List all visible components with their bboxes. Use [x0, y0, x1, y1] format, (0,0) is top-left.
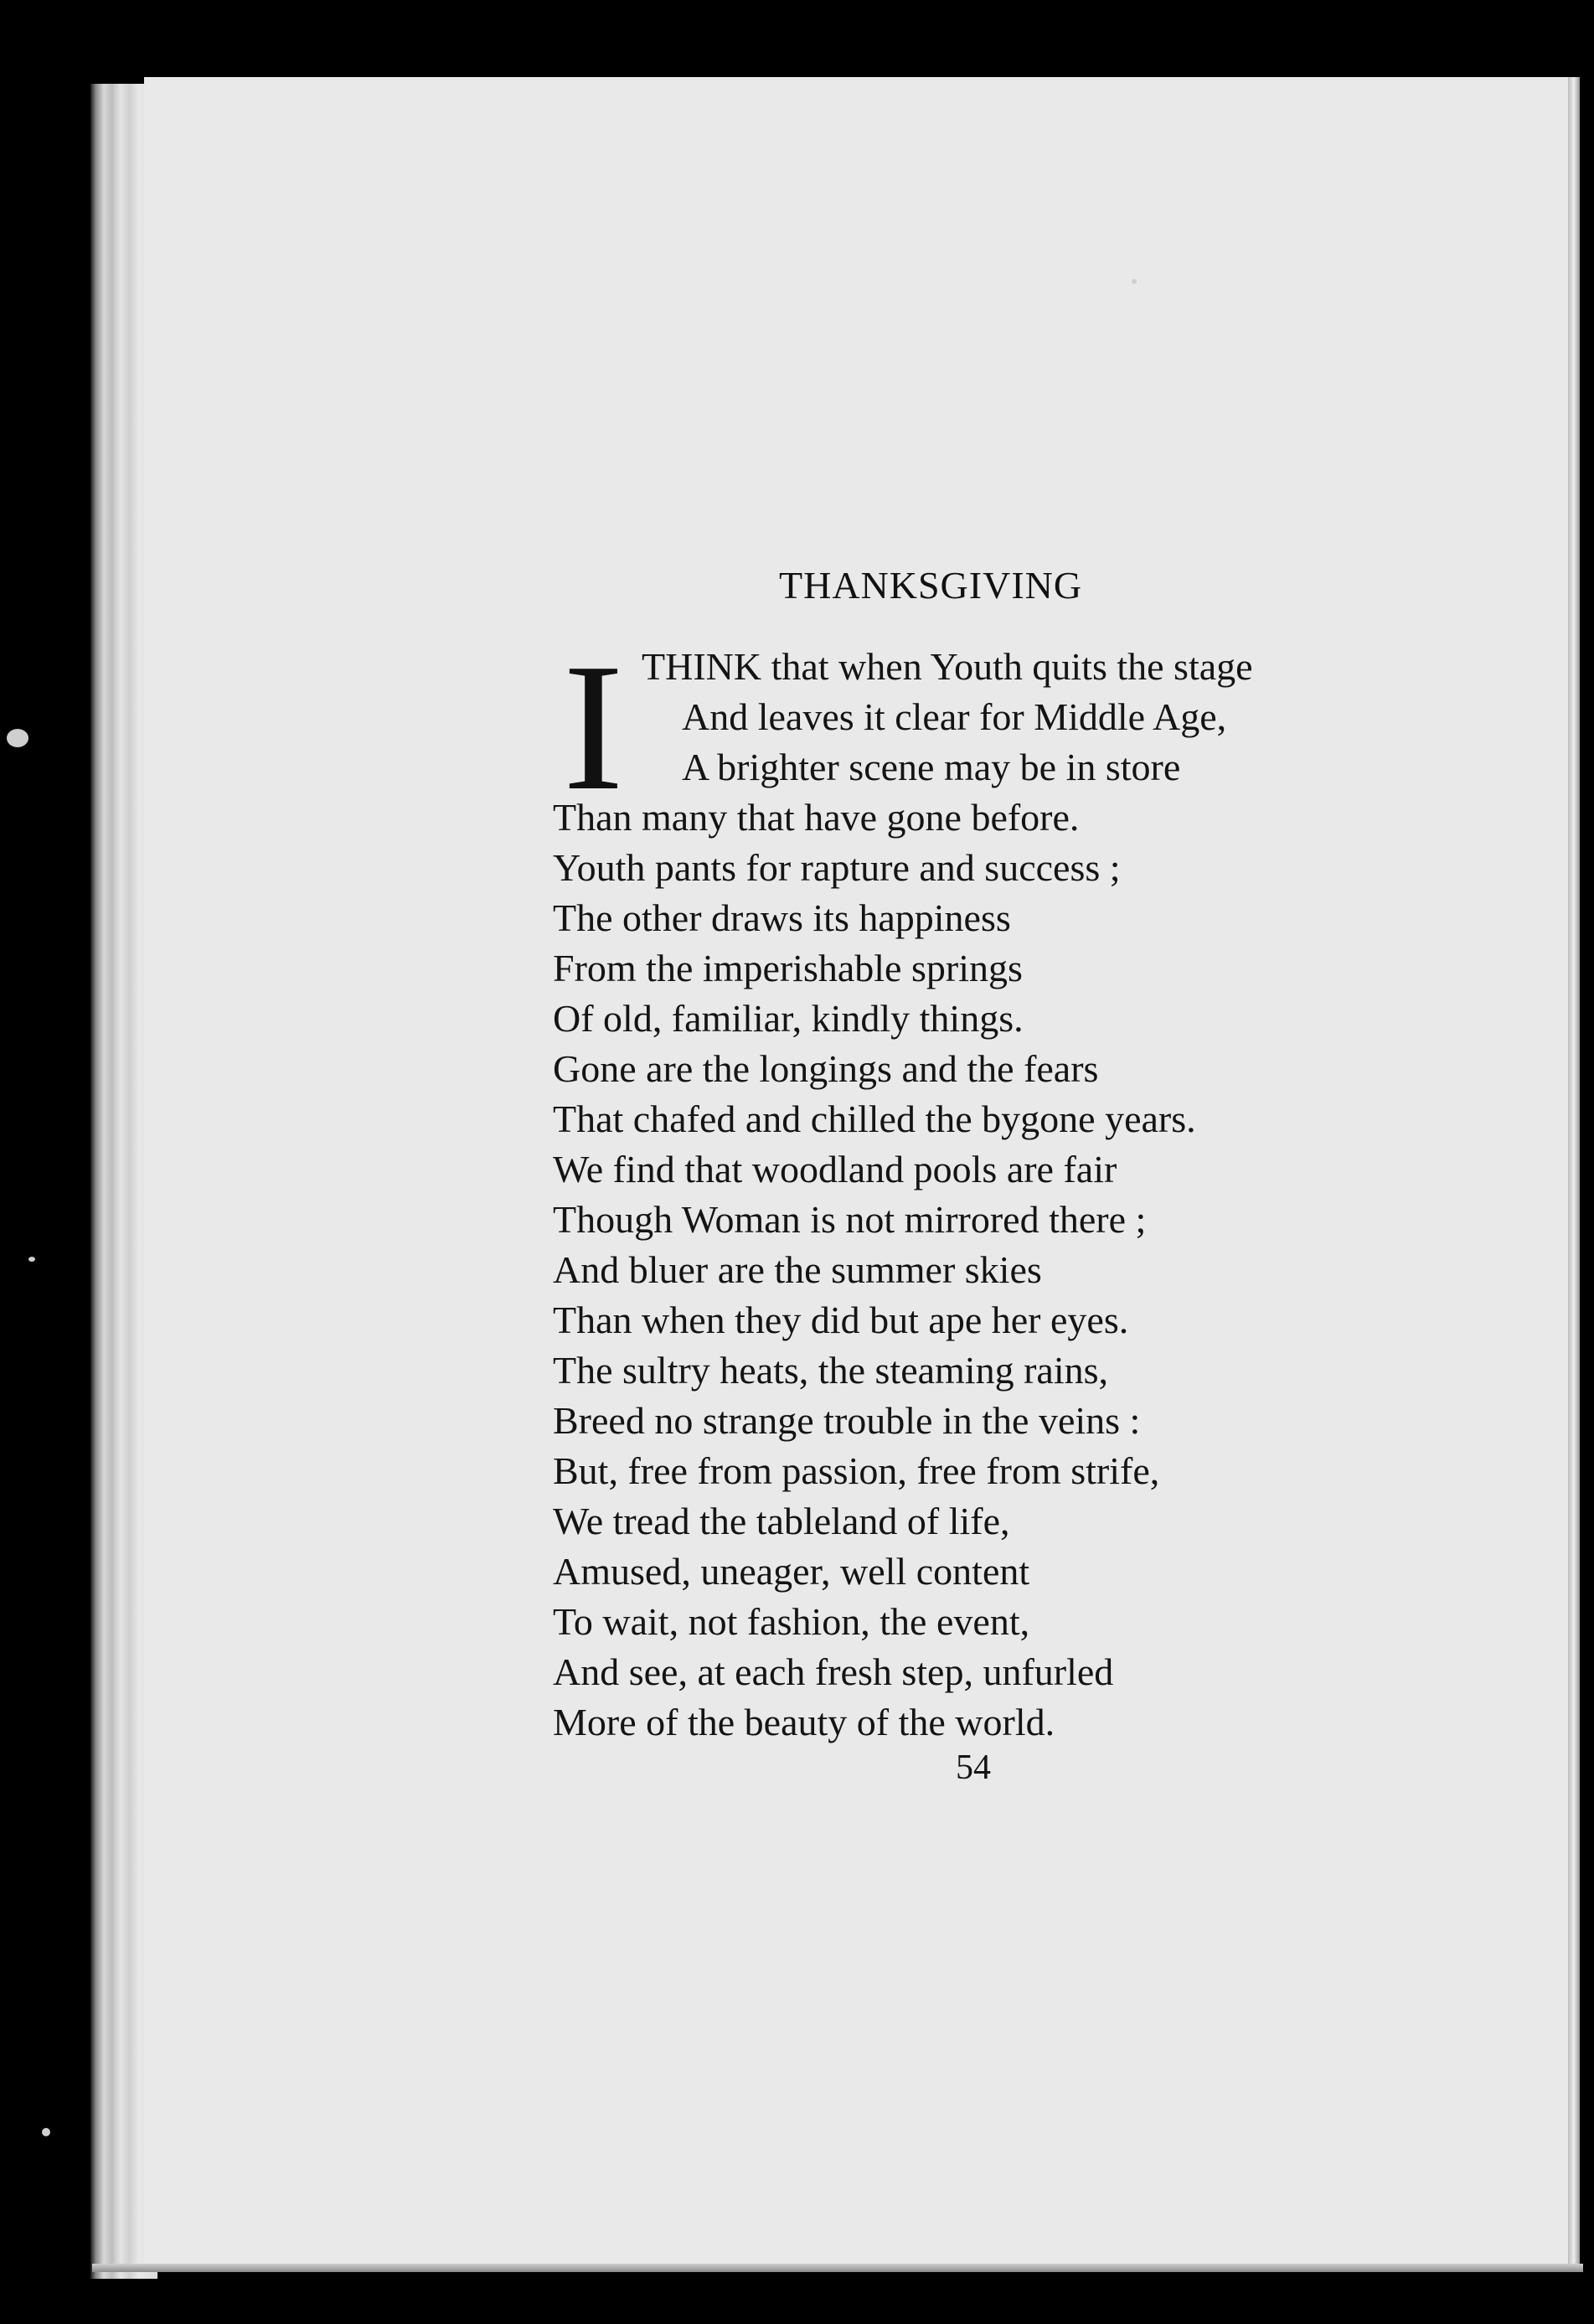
poem-line: Breed no strange trouble in the veins : [553, 1399, 1141, 1442]
poem-line: Youth pants for rapture and success ; [553, 846, 1121, 889]
scan-speck [42, 2128, 50, 2136]
poem-line: Of old, familiar, kindly things. [553, 997, 1024, 1040]
page-bottom-edge [92, 2264, 1583, 2272]
scan-speck [7, 729, 28, 747]
poem-line: That chafed and chilled the bygone years. [553, 1097, 1196, 1140]
poem-line: Gone are the longings and the fears [553, 1047, 1099, 1090]
poem-line: The other draws its happiness [553, 896, 1011, 939]
poem-line: More of the beauty of the world. [553, 1701, 1055, 1743]
drop-cap: I [563, 627, 624, 829]
poem-line: A brighter scene may be in store [682, 746, 1181, 788]
poem-line: But, free from passion, free from strife, [553, 1449, 1160, 1492]
poem-body [553, 793, 1196, 1748]
poem-line: We find that woodland pools are fair [553, 1148, 1117, 1190]
poem-line: THINK that when Youth quits the stage [642, 645, 1253, 688]
poem-line: The sultry heats, the steaming rains, [553, 1349, 1109, 1392]
poem-line: We tread the tableland of life, [553, 1500, 1010, 1542]
poem-title: THANKSGIVING [779, 564, 1083, 607]
poem-line: Though Woman is not mirrored there ; [553, 1198, 1147, 1241]
poem-line: And bluer are the summer skies [553, 1248, 1042, 1291]
poem-line: From the imperishable springs [553, 947, 1023, 989]
scan-speck [28, 1257, 35, 1262]
opening-lines [642, 642, 1253, 793]
poem-line: Than when they did but ape her eyes. [553, 1299, 1129, 1341]
page-number: 54 [956, 1748, 991, 1787]
poem-line: To wait, not fashion, the event, [553, 1600, 1030, 1643]
paper-speck [1132, 279, 1137, 284]
poem-line: Than many that have gone before. [553, 796, 1080, 839]
page-right-edge [1568, 77, 1580, 2264]
poem-line: And see, at each fresh step, unfurled [553, 1650, 1114, 1693]
poem-line: Amused, uneager, well content [553, 1550, 1030, 1593]
poem-line: And leaves it clear for Middle Age, [682, 695, 1227, 738]
